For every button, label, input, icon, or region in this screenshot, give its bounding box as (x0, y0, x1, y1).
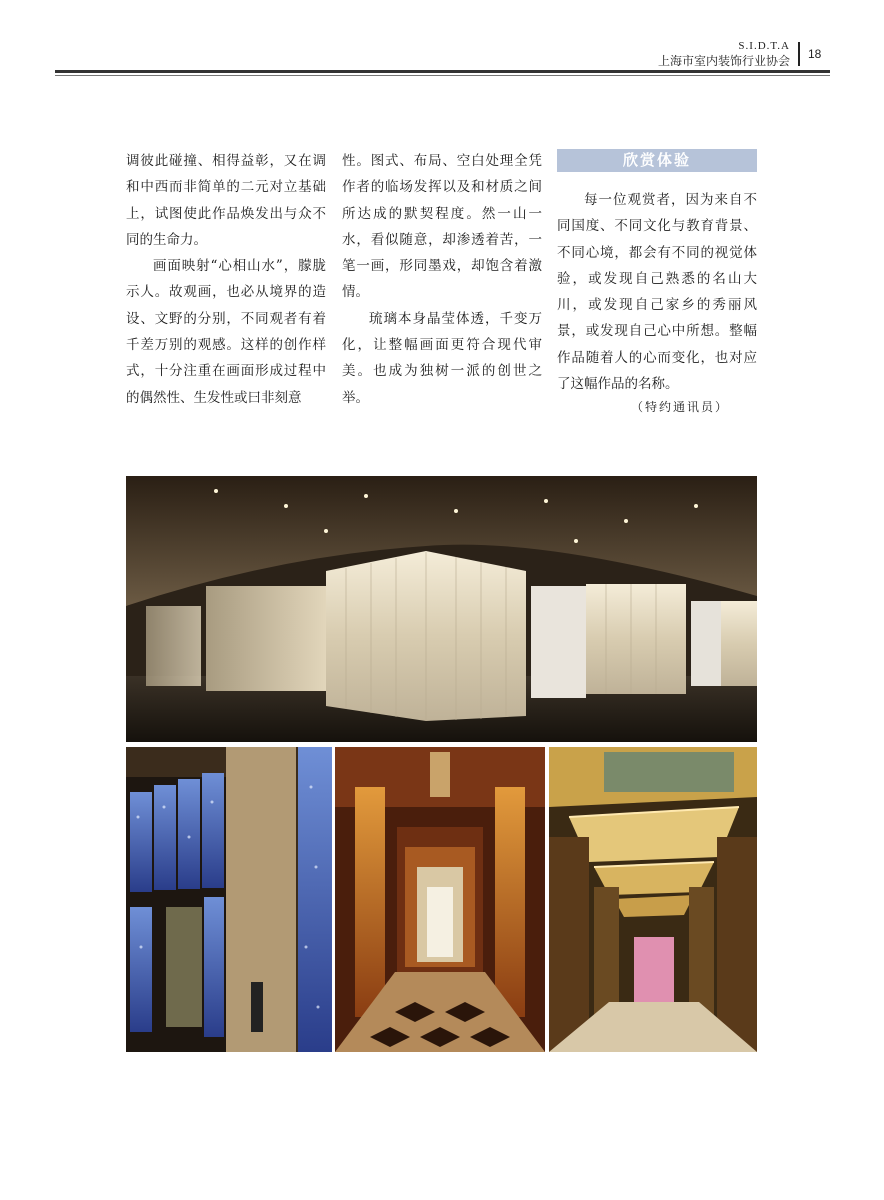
text-column-1 (126, 148, 326, 411)
paragraph: 每一位观赏者，因为来自不同国度、不同文化与教育背景、不同心境，都会有不同的视觉体验，或发现自己熟悉的名山大川，或发现自己家乡的秀丽风景，或发现自己心中所想。整幅作品随着人的心而变化，也对应了这幅作品的名称。 (557, 192, 757, 393)
paragraph: 调彼此碰撞、相得益彰，又在调和中西而非简单的二元对立基础上，试图使此作品焕发出与众不同的生命力。 (126, 153, 326, 248)
paragraph: 性。图式、布局、空白处理全凭作者的临场发挥以及和材质之间所达成的默契程度。然一山一水，看似随意，却渗透着苦，一笔一画，形同墨戏，却饱含着激情。 (342, 153, 542, 301)
text-column-3 (557, 187, 757, 397)
gold-ceiling-hall-photo (549, 747, 757, 1052)
lobby-glass-wall-photo (126, 476, 757, 742)
header-org-en: S.I.D.T.A (738, 40, 790, 52)
page-number: 18 (808, 47, 822, 61)
header-rule-thick (55, 70, 830, 73)
paragraph: 画面映射“心相山水”，朦胧示人。故观画，也必从境界的造设、文野的分别，不同观者有着千差万别的观感。这样的创作样式，十分注重在画面形成过程中的偶然性、生发性或曰非刻意 (126, 258, 326, 406)
text-column-2 (342, 148, 542, 411)
paragraph: 琉璃本身晶莹体透，千变万化，让整幅画面更符合现代审美。也成为独树一派的创世之举。 (342, 310, 542, 406)
amber-corridor-photo (335, 747, 545, 1052)
byline: （特约通讯员） (630, 400, 729, 414)
blue-glass-panels-photo (126, 747, 332, 1052)
header-divider (798, 42, 800, 66)
section-heading: 欣赏体验 (557, 149, 757, 172)
header-org-cn: 上海市室内装饰行业协会 (657, 54, 790, 68)
header-rule-thin (55, 75, 830, 76)
